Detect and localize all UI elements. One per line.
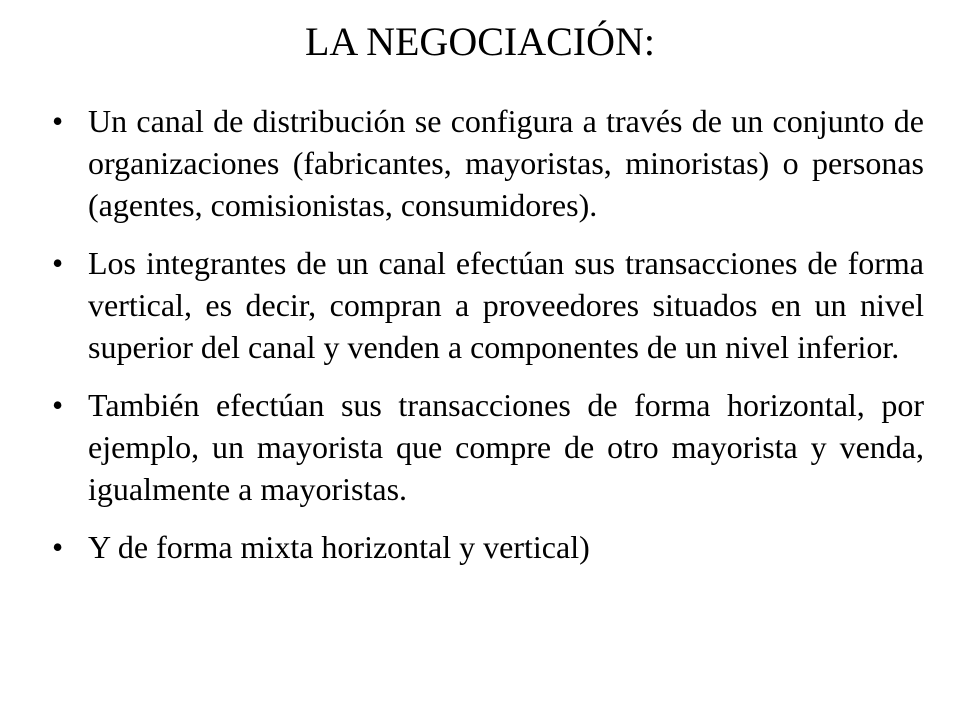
bullet-text: También efectúan sus transacciones de forma horizontal, por ejemplo, un mayorista que compre de otro mayorista y venda, igualmente a mayoristas. bbox=[88, 387, 924, 507]
bullet-text: Un canal de distribución se configura a través de un conjunto de organizaciones (fabricantes, mayoristas, minoristas) o personas (agentes, comisionistas, consumidores). bbox=[88, 103, 924, 223]
slide-title: LA NEGOCIACIÓN: bbox=[305, 19, 655, 64]
bullet-item bbox=[48, 526, 924, 568]
bullet-marker: • bbox=[52, 103, 64, 139]
bullet-marker: • bbox=[52, 245, 64, 281]
bullet-item bbox=[48, 100, 924, 226]
bullet-text: Los integrantes de un canal efectúan sus transacciones de forma vertical, es decir, compran a proveedores situados en un nivel superior del canal y venden a componentes de un nivel inferior. bbox=[88, 245, 924, 365]
bullet-item bbox=[48, 384, 924, 510]
bullet-item bbox=[48, 242, 924, 368]
bullet-marker: • bbox=[52, 529, 64, 565]
bullet-marker: • bbox=[52, 387, 64, 423]
bullet-list bbox=[48, 100, 924, 584]
bullet-text: Y de forma mixta horizontal y vertical) bbox=[88, 529, 590, 565]
